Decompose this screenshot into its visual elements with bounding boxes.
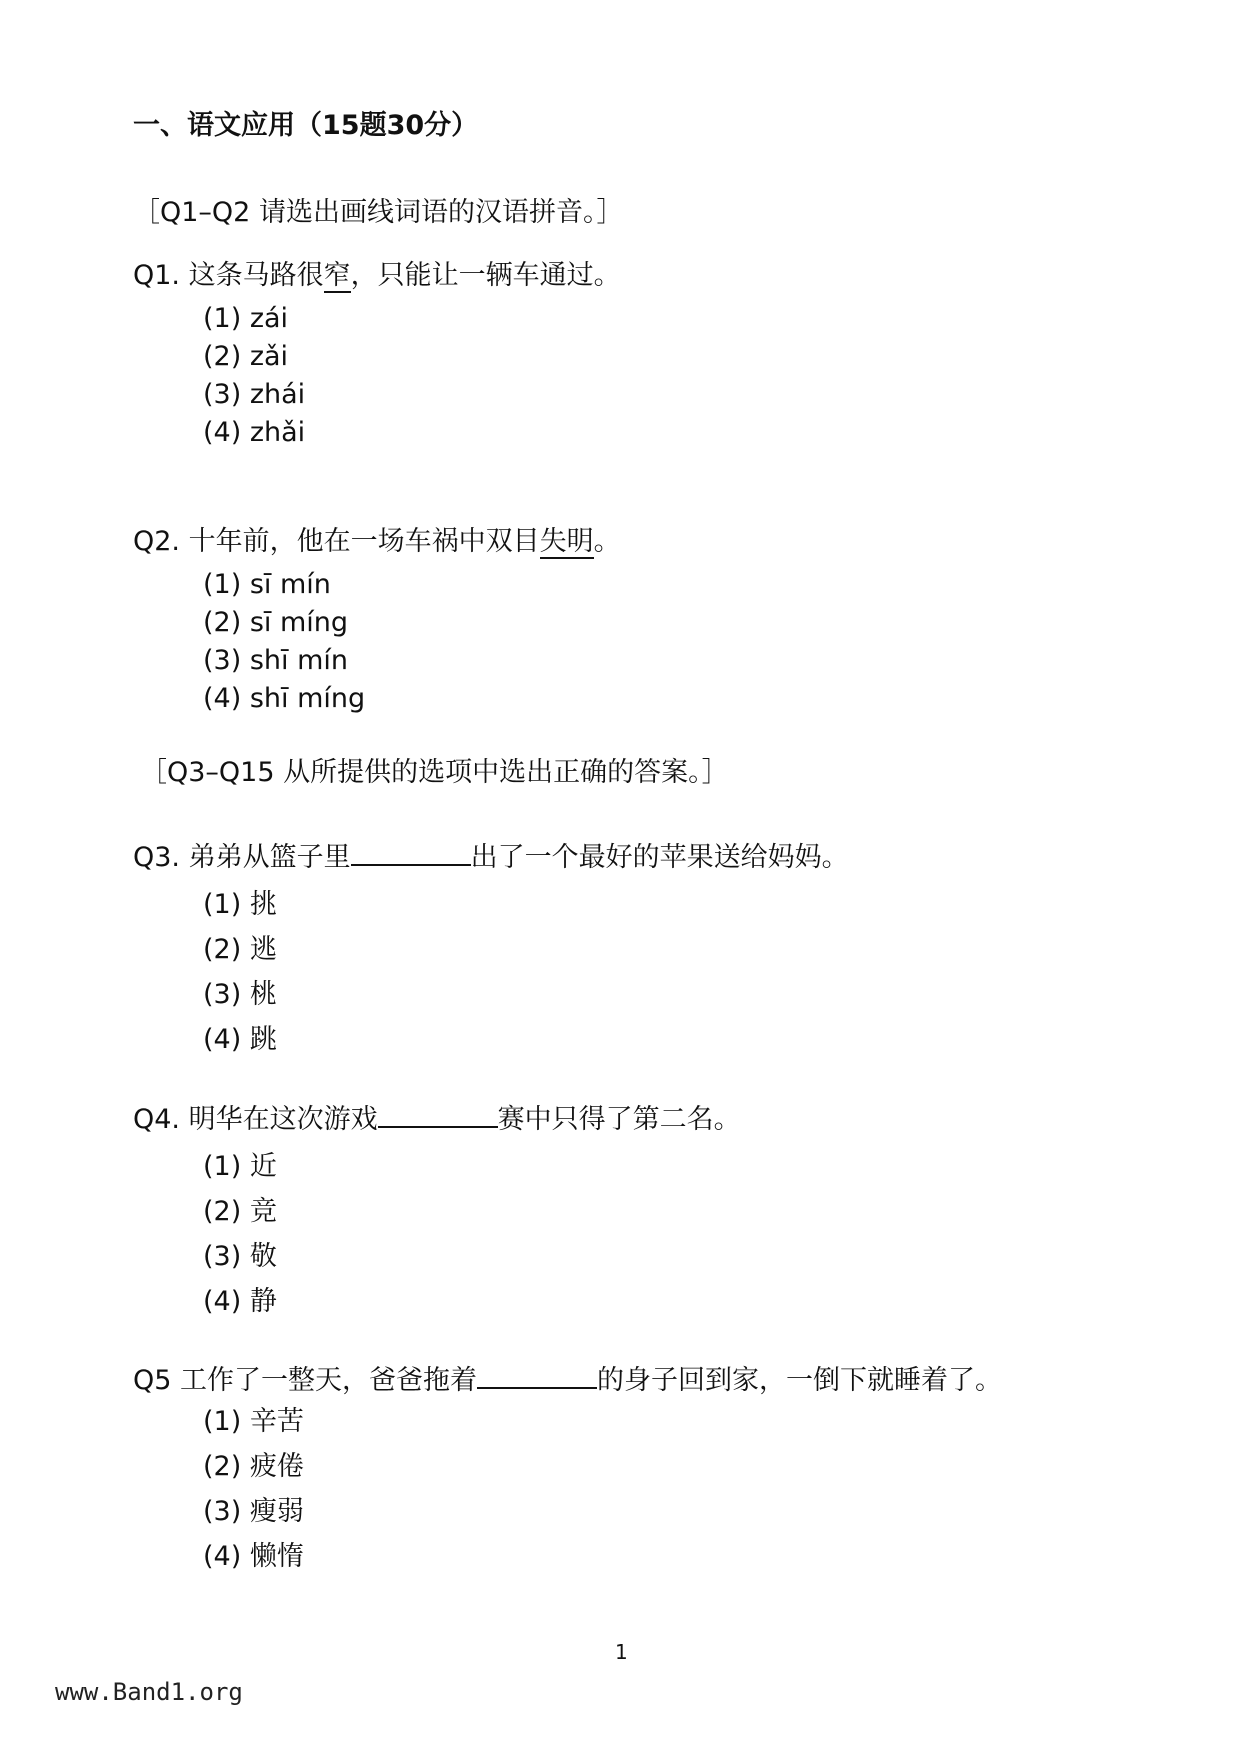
stem-text: 赛中只得了第二名。 <box>497 1104 741 1135</box>
question-number: Q2. <box>133 526 181 557</box>
question-q4 <box>133 1097 741 1324</box>
underlined-word: 窄 <box>323 260 351 291</box>
answer-blank <box>378 1104 498 1128</box>
option-1[interactable]: (1) 辛苦 <box>203 1406 304 1437</box>
option-4[interactable]: (4) zhǎi <box>203 417 306 448</box>
question-stem <box>133 1097 741 1136</box>
question-number: Q3. <box>133 842 181 873</box>
option-1[interactable]: (1) 近 <box>203 1151 277 1182</box>
question-q5 <box>133 1358 1083 1579</box>
stem-text: 的身子回到家，一倒下就睡着了。 <box>597 1365 1003 1396</box>
option-4[interactable]: (4) 懒惰 <box>203 1541 304 1572</box>
question-number: Q4. <box>133 1104 181 1135</box>
option-3[interactable]: (3) zhái <box>203 379 306 410</box>
footer-url: www.Band1.org <box>55 1678 243 1706</box>
option-3[interactable]: (3) shī mín <box>203 645 349 676</box>
option-2[interactable]: (2) 竞 <box>203 1196 277 1227</box>
options-list <box>203 1399 1083 1579</box>
stem-text: 十年前，他在一场车祸中双目 <box>188 526 540 557</box>
instruction-q3-q15: ［Q3–Q15 从所提供的选项中选出正确的答案。］ <box>140 757 729 788</box>
option-4[interactable]: (4) shī míng <box>203 683 366 714</box>
stem-text: 弟弟从篮子里 <box>188 842 351 873</box>
question-number: Q1. <box>133 260 181 291</box>
options-list <box>203 300 621 452</box>
question-stem <box>133 1358 1083 1397</box>
option-4[interactable]: (4) 跳 <box>203 1024 277 1055</box>
option-2[interactable]: (2) sī míng <box>203 607 349 638</box>
option-1[interactable]: (1) sī mín <box>203 569 331 600</box>
page-number: 1 <box>615 1640 628 1664</box>
question-stem <box>133 519 621 558</box>
answer-blank <box>351 842 471 866</box>
answer-blank <box>477 1365 597 1389</box>
option-1[interactable]: (1) zái <box>203 303 289 334</box>
stem-text: 。 <box>593 526 621 557</box>
options-list <box>203 566 621 718</box>
option-2[interactable]: (2) zǎi <box>203 341 289 372</box>
option-2[interactable]: (2) 逃 <box>203 934 277 965</box>
option-1[interactable]: (1) 挑 <box>203 889 277 920</box>
option-3[interactable]: (3) 敬 <box>203 1241 277 1272</box>
instruction-q1-q2: ［Q1–Q2 请选出画线词语的汉语拼音。］ <box>133 197 624 228</box>
question-stem <box>133 835 849 874</box>
stem-text: 工作了一整天，爸爸拖着 <box>180 1365 478 1396</box>
stem-text: 出了一个最好的苹果送给妈妈。 <box>470 842 849 873</box>
underlined-word: 失明 <box>539 526 594 557</box>
option-4[interactable]: (4) 静 <box>203 1286 277 1317</box>
stem-text: ，只能让一辆车通过。 <box>350 260 621 291</box>
option-3[interactable]: (3) 桃 <box>203 979 277 1010</box>
question-number: Q5 <box>133 1365 172 1396</box>
options-list <box>203 882 849 1062</box>
question-stem <box>133 253 621 292</box>
question-q1 <box>133 253 621 452</box>
option-3[interactable]: (3) 瘦弱 <box>203 1496 304 1527</box>
option-2[interactable]: (2) 疲倦 <box>203 1451 304 1482</box>
options-list <box>203 1144 741 1324</box>
question-q3 <box>133 835 849 1062</box>
stem-text: 明华在这次游戏 <box>188 1104 378 1135</box>
question-q2 <box>133 519 621 718</box>
stem-text: 这条马路很 <box>188 260 324 291</box>
section-title: 一、语文应用（15题30分） <box>133 110 479 141</box>
